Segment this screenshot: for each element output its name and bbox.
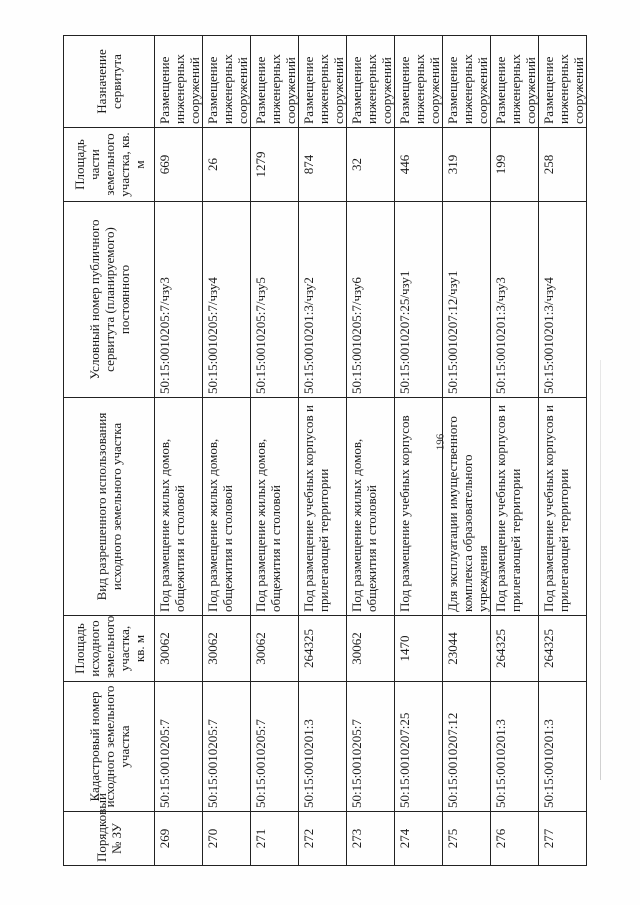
cell-col-source-area: 30062 <box>347 616 395 682</box>
cell-col-zu-number: 269 <box>155 812 203 866</box>
cell-col-source-area: 264325 <box>299 616 347 682</box>
cell-col-cadastral-number: 50:15:0010201:3 <box>299 682 347 812</box>
cell-col-servitude-number: 50:15:0010201:3/чзу2 <box>299 202 347 398</box>
cell-col-servitude-number: 50:15:0010201:3/чзу3 <box>491 202 539 398</box>
header-col-cadastral-number: Кадастровый номер исходного земельного участка <box>64 682 155 812</box>
table-body <box>155 36 587 866</box>
cell-col-zu-number: 272 <box>299 812 347 866</box>
rotated-table-wrapper <box>63 36 586 866</box>
cell-col-servitude-purpose: Размещение инженерных сооружений <box>539 36 587 128</box>
cell-col-source-area: 23044 <box>443 616 491 682</box>
cell-col-part-area: 319 <box>443 128 491 202</box>
cell-col-permitted-use: Под размещение учебных корпусов <box>395 398 443 616</box>
table-row <box>299 36 347 866</box>
cell-col-source-area: 30062 <box>203 616 251 682</box>
cell-col-permitted-use: Под размещение жилых домов, общежития и столовой <box>251 398 299 616</box>
table-header-row <box>64 36 155 866</box>
cell-col-source-area: 264325 <box>491 616 539 682</box>
cell-col-servitude-purpose: Размещение инженерных сооружений <box>251 36 299 128</box>
cell-col-permitted-use: Под размещение учебных корпусов и прилегающей территории <box>299 398 347 616</box>
cell-col-servitude-number: 50:15:0010201:3/чзу4 <box>539 202 587 398</box>
cell-col-servitude-purpose: Размещение инженерных сооружений <box>299 36 347 128</box>
header-col-permitted-use: Вид разрешенного использования исходного земельного участка <box>64 398 155 616</box>
page-number: 196 <box>434 433 447 451</box>
cell-col-zu-number: 271 <box>251 812 299 866</box>
cell-col-permitted-use: Под размещение жилых домов, общежития и столовой <box>203 398 251 616</box>
cell-col-source-area: 30062 <box>251 616 299 682</box>
table-row <box>395 36 443 866</box>
cell-col-servitude-purpose: Размещение инженерных сооружений <box>347 36 395 128</box>
cell-col-part-area: 258 <box>539 128 587 202</box>
cell-col-servitude-purpose: Размещение инженерных сооружений <box>443 36 491 128</box>
cell-col-part-area: 1279 <box>251 128 299 202</box>
scan-edge-shadow <box>600 360 601 780</box>
cell-col-cadastral-number: 50:15:0010201:3 <box>539 682 587 812</box>
table-row <box>347 36 395 866</box>
cell-col-servitude-number: 50:15:0010207:12/чзу1 <box>443 202 491 398</box>
cell-col-servitude-number: 50:15:0010207:25/чзу1 <box>395 202 443 398</box>
cell-col-cadastral-number: 50:15:0010207:12 <box>443 682 491 812</box>
cell-col-zu-number: 273 <box>347 812 395 866</box>
header-col-part-area: Площадь части земельного участка, кв. м <box>64 128 155 202</box>
cell-col-zu-number: 276 <box>491 812 539 866</box>
cell-col-permitted-use: Для эксплуатации имущественного комплекса образовательного учреждения <box>443 398 491 616</box>
cell-col-permitted-use: Под размещение жилых домов, общежития и столовой <box>155 398 203 616</box>
cell-col-part-area: 26 <box>203 128 251 202</box>
header-col-source-area: Площадь исходного земельного участка, кв. м <box>64 616 155 682</box>
cell-col-cadastral-number: 50:15:0010201:3 <box>491 682 539 812</box>
cell-col-permitted-use: Под размещение учебных корпусов и прилегающей территории <box>539 398 587 616</box>
cell-col-part-area: 874 <box>299 128 347 202</box>
cell-col-permitted-use: Под размещение учебных корпусов и прилегающей территории <box>491 398 539 616</box>
table-row <box>203 36 251 866</box>
table-row <box>251 36 299 866</box>
cell-col-servitude-purpose: Размещение инженерных сооружений <box>155 36 203 128</box>
header-col-servitude-number: Условный номер публичного сервитута (планируемого) постоянного <box>64 202 155 398</box>
cell-col-servitude-purpose: Размещение инженерных сооружений <box>395 36 443 128</box>
table-row <box>155 36 203 866</box>
cell-col-servitude-number: 50:15:0010205:7/чзу4 <box>203 202 251 398</box>
cell-col-servitude-number: 50:15:0010205:7/чзу5 <box>251 202 299 398</box>
cell-col-source-area: 264325 <box>539 616 587 682</box>
cell-col-part-area: 32 <box>347 128 395 202</box>
cell-col-cadastral-number: 50:15:0010205:7 <box>155 682 203 812</box>
header-col-zu-number: Порядковый № ЗУ <box>64 812 155 866</box>
cell-col-zu-number: 277 <box>539 812 587 866</box>
cell-col-cadastral-number: 50:15:0010207:25 <box>395 682 443 812</box>
cell-col-part-area: 446 <box>395 128 443 202</box>
cell-col-servitude-purpose: Размещение инженерных сооружений <box>491 36 539 128</box>
cell-col-servitude-purpose: Размещение инженерных сооружений <box>203 36 251 128</box>
table-row <box>443 36 491 866</box>
servitude-table <box>63 35 587 866</box>
table-row <box>539 36 587 866</box>
cell-col-permitted-use: Под размещение жилых домов, общежития и столовой <box>347 398 395 616</box>
cell-col-zu-number: 270 <box>203 812 251 866</box>
header-col-servitude-purpose: Назначение сервитута <box>64 36 155 128</box>
cell-col-servitude-number: 50:15:0010205:7/чзу6 <box>347 202 395 398</box>
cell-col-cadastral-number: 50:15:0010205:7 <box>347 682 395 812</box>
cell-col-zu-number: 275 <box>443 812 491 866</box>
table-row <box>491 36 539 866</box>
cell-col-cadastral-number: 50:15:0010205:7 <box>203 682 251 812</box>
cell-col-source-area: 1470 <box>395 616 443 682</box>
cell-col-source-area: 30062 <box>155 616 203 682</box>
cell-col-zu-number: 274 <box>395 812 443 866</box>
cell-col-part-area: 199 <box>491 128 539 202</box>
cell-col-cadastral-number: 50:15:0010205:7 <box>251 682 299 812</box>
cell-col-servitude-number: 50:15:0010205:7/чзу3 <box>155 202 203 398</box>
cell-col-part-area: 669 <box>155 128 203 202</box>
